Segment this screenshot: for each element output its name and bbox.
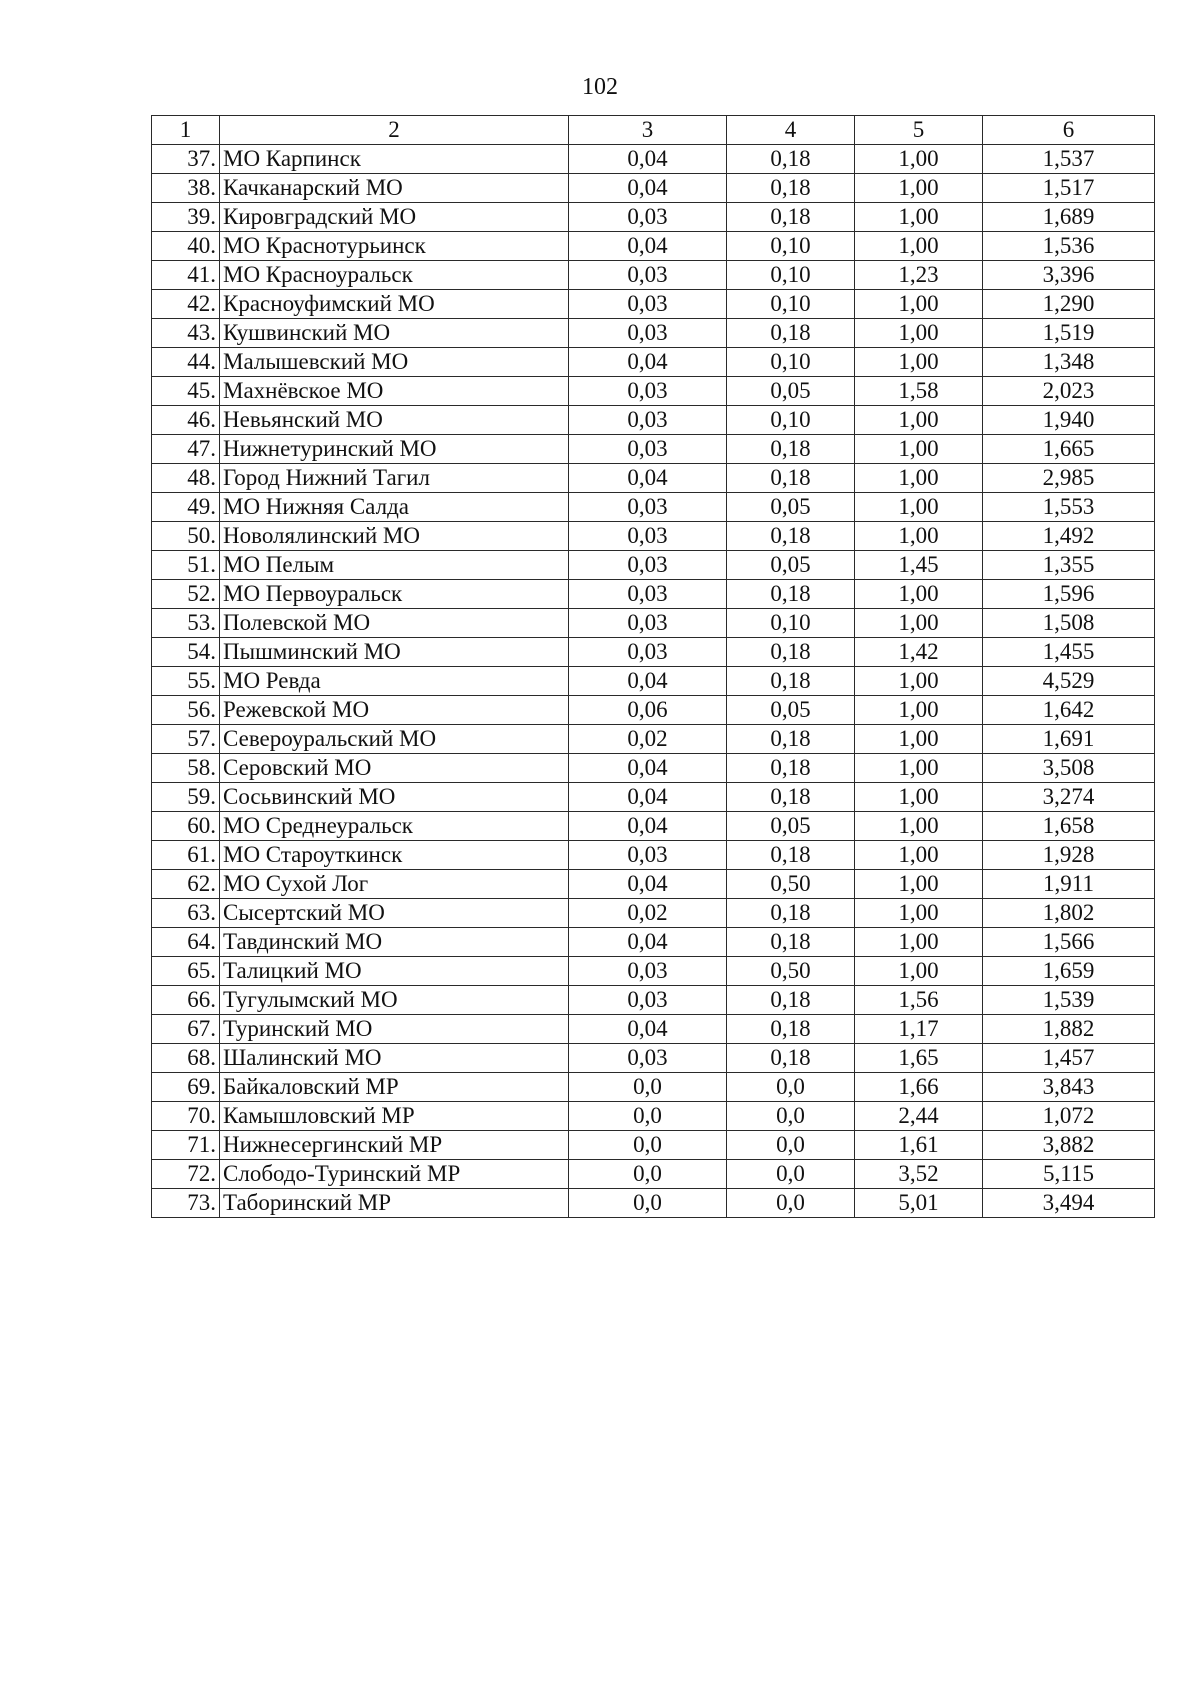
- value-cell: 1,56: [855, 986, 983, 1015]
- municipality-name-cell: Новолялинский МО: [220, 522, 569, 551]
- municipality-name-cell: Слободо-Туринский МР: [220, 1160, 569, 1189]
- value-cell: 2,023: [983, 377, 1155, 406]
- table-row: [152, 957, 1155, 986]
- value-cell: 0,50: [727, 870, 855, 899]
- value-cell: 0,0: [727, 1073, 855, 1102]
- row-number-cell: 67.: [152, 1015, 220, 1044]
- value-cell: 1,00: [855, 145, 983, 174]
- row-number-cell: 49.: [152, 493, 220, 522]
- row-number-cell: 56.: [152, 696, 220, 725]
- value-cell: 1,00: [855, 464, 983, 493]
- value-cell: 0,10: [727, 232, 855, 261]
- value-cell: 1,00: [855, 841, 983, 870]
- value-cell: 1,566: [983, 928, 1155, 957]
- table-row: [152, 696, 1155, 725]
- table-header-row: [152, 116, 1155, 145]
- value-cell: 1,00: [855, 957, 983, 986]
- municipality-name-cell: Серовский МО: [220, 754, 569, 783]
- value-cell: 1,492: [983, 522, 1155, 551]
- table-row: [152, 406, 1155, 435]
- row-number-cell: 62.: [152, 870, 220, 899]
- row-number-cell: 59.: [152, 783, 220, 812]
- value-cell: 0,03: [569, 319, 727, 348]
- value-cell: 0,04: [569, 783, 727, 812]
- value-cell: 1,537: [983, 145, 1155, 174]
- value-cell: 0,03: [569, 986, 727, 1015]
- table-row: [152, 754, 1155, 783]
- value-cell: 0,18: [727, 522, 855, 551]
- row-number-cell: 57.: [152, 725, 220, 754]
- value-cell: 0,0: [569, 1102, 727, 1131]
- value-cell: 0,10: [727, 406, 855, 435]
- value-cell: 0,03: [569, 1044, 727, 1073]
- municipality-name-cell: Тугулымский МО: [220, 986, 569, 1015]
- table-row: [152, 1073, 1155, 1102]
- table-row: [152, 841, 1155, 870]
- value-cell: 1,00: [855, 232, 983, 261]
- value-cell: 0,03: [569, 522, 727, 551]
- table-row: [152, 870, 1155, 899]
- value-cell: 0,18: [727, 145, 855, 174]
- row-number-cell: 54.: [152, 638, 220, 667]
- value-cell: 0,04: [569, 667, 727, 696]
- value-cell: 0,10: [727, 609, 855, 638]
- value-cell: 0,03: [569, 377, 727, 406]
- table-row: [152, 928, 1155, 957]
- value-cell: 1,691: [983, 725, 1155, 754]
- row-number-cell: 42.: [152, 290, 220, 319]
- value-cell: 1,66: [855, 1073, 983, 1102]
- value-cell: 0,04: [569, 754, 727, 783]
- municipality-name-cell: Пышминский МО: [220, 638, 569, 667]
- value-cell: 0,04: [569, 464, 727, 493]
- column-header: 1: [152, 116, 220, 145]
- column-header: 6: [983, 116, 1155, 145]
- value-cell: 0,03: [569, 493, 727, 522]
- value-cell: 1,928: [983, 841, 1155, 870]
- municipality-name-cell: Сосьвинский МО: [220, 783, 569, 812]
- value-cell: 1,42: [855, 638, 983, 667]
- row-number-cell: 48.: [152, 464, 220, 493]
- row-number-cell: 41.: [152, 261, 220, 290]
- value-cell: 0,03: [569, 841, 727, 870]
- municipality-name-cell: Кушвинский МО: [220, 319, 569, 348]
- value-cell: 0,0: [727, 1102, 855, 1131]
- value-cell: 5,115: [983, 1160, 1155, 1189]
- row-number-cell: 46.: [152, 406, 220, 435]
- value-cell: 1,553: [983, 493, 1155, 522]
- row-number-cell: 58.: [152, 754, 220, 783]
- value-cell: 0,04: [569, 1015, 727, 1044]
- value-cell: 0,50: [727, 957, 855, 986]
- municipality-name-cell: Малышевский МО: [220, 348, 569, 377]
- municipality-name-cell: Талицкий МО: [220, 957, 569, 986]
- value-cell: 0,03: [569, 261, 727, 290]
- table-row: [152, 1131, 1155, 1160]
- value-cell: 0,10: [727, 261, 855, 290]
- value-cell: 2,985: [983, 464, 1155, 493]
- table-row: [152, 435, 1155, 464]
- value-cell: 0,03: [569, 580, 727, 609]
- value-cell: 1,00: [855, 348, 983, 377]
- row-number-cell: 68.: [152, 1044, 220, 1073]
- value-cell: 1,17: [855, 1015, 983, 1044]
- value-cell: 0,0: [569, 1189, 727, 1218]
- municipality-name-cell: Североуральский МО: [220, 725, 569, 754]
- value-cell: 0,04: [569, 348, 727, 377]
- row-number-cell: 38.: [152, 174, 220, 203]
- value-cell: 0,18: [727, 986, 855, 1015]
- row-number-cell: 72.: [152, 1160, 220, 1189]
- table-row: [152, 261, 1155, 290]
- value-cell: 2,44: [855, 1102, 983, 1131]
- value-cell: 0,18: [727, 638, 855, 667]
- value-cell: 0,05: [727, 696, 855, 725]
- value-cell: 1,00: [855, 493, 983, 522]
- municipality-name-cell: Нижнетуринский МО: [220, 435, 569, 464]
- row-number-cell: 40.: [152, 232, 220, 261]
- value-cell: 1,65: [855, 1044, 983, 1073]
- value-cell: 0,18: [727, 464, 855, 493]
- value-cell: 0,04: [569, 232, 727, 261]
- table-row: [152, 725, 1155, 754]
- column-header: 3: [569, 116, 727, 145]
- column-header: 5: [855, 116, 983, 145]
- value-cell: 0,18: [727, 319, 855, 348]
- value-cell: 1,45: [855, 551, 983, 580]
- value-cell: 0,04: [569, 870, 727, 899]
- value-cell: 0,18: [727, 667, 855, 696]
- value-cell: 0,0: [569, 1160, 727, 1189]
- value-cell: 1,519: [983, 319, 1155, 348]
- value-cell: 1,00: [855, 812, 983, 841]
- value-cell: 0,0: [727, 1189, 855, 1218]
- row-number-cell: 64.: [152, 928, 220, 957]
- value-cell: 5,01: [855, 1189, 983, 1218]
- value-cell: 1,58: [855, 377, 983, 406]
- value-cell: 0,02: [569, 725, 727, 754]
- value-cell: 1,882: [983, 1015, 1155, 1044]
- value-cell: 0,18: [727, 725, 855, 754]
- municipality-name-cell: Невьянский МО: [220, 406, 569, 435]
- value-cell: 1,61: [855, 1131, 983, 1160]
- municipality-name-cell: Режевской МО: [220, 696, 569, 725]
- municipality-name-cell: МО Краснотурьинск: [220, 232, 569, 261]
- table-row: [152, 1189, 1155, 1218]
- municipality-name-cell: Таборинский МР: [220, 1189, 569, 1218]
- value-cell: 1,00: [855, 203, 983, 232]
- table-row: [152, 174, 1155, 203]
- value-cell: 1,596: [983, 580, 1155, 609]
- municipality-name-cell: МО Среднеуральск: [220, 812, 569, 841]
- value-cell: 3,508: [983, 754, 1155, 783]
- value-cell: 1,00: [855, 783, 983, 812]
- municipality-name-cell: МО Карпинск: [220, 145, 569, 174]
- row-number-cell: 39.: [152, 203, 220, 232]
- value-cell: 1,348: [983, 348, 1155, 377]
- row-number-cell: 73.: [152, 1189, 220, 1218]
- municipality-name-cell: Сысертский МО: [220, 899, 569, 928]
- table-row: [152, 1102, 1155, 1131]
- table-row: [152, 1044, 1155, 1073]
- value-cell: 0,18: [727, 899, 855, 928]
- municipality-name-cell: Полевской МО: [220, 609, 569, 638]
- table-row: [152, 348, 1155, 377]
- value-cell: 1,00: [855, 609, 983, 638]
- value-cell: 0,03: [569, 551, 727, 580]
- row-number-cell: 51.: [152, 551, 220, 580]
- value-cell: 1,00: [855, 290, 983, 319]
- value-cell: 0,03: [569, 957, 727, 986]
- row-number-cell: 45.: [152, 377, 220, 406]
- table-row: [152, 493, 1155, 522]
- row-number-cell: 66.: [152, 986, 220, 1015]
- value-cell: 1,00: [855, 174, 983, 203]
- value-cell: 1,072: [983, 1102, 1155, 1131]
- value-cell: 0,18: [727, 174, 855, 203]
- table-row: [152, 667, 1155, 696]
- municipality-name-cell: Нижнесергинский МР: [220, 1131, 569, 1160]
- row-number-cell: 70.: [152, 1102, 220, 1131]
- table-row: [152, 290, 1155, 319]
- value-cell: 1,508: [983, 609, 1155, 638]
- municipality-name-cell: Махнёвское МО: [220, 377, 569, 406]
- row-number-cell: 44.: [152, 348, 220, 377]
- value-cell: 1,457: [983, 1044, 1155, 1073]
- municipality-name-cell: Шалинский МО: [220, 1044, 569, 1073]
- municipality-name-cell: Красноуфимский МО: [220, 290, 569, 319]
- data-table: [151, 115, 1155, 1218]
- value-cell: 0,02: [569, 899, 727, 928]
- value-cell: 1,689: [983, 203, 1155, 232]
- value-cell: 0,04: [569, 928, 727, 957]
- value-cell: 0,05: [727, 551, 855, 580]
- value-cell: 0,06: [569, 696, 727, 725]
- table-row: [152, 377, 1155, 406]
- value-cell: 0,18: [727, 580, 855, 609]
- value-cell: 1,00: [855, 754, 983, 783]
- value-cell: 0,0: [569, 1073, 727, 1102]
- value-cell: 3,274: [983, 783, 1155, 812]
- value-cell: 0,04: [569, 174, 727, 203]
- value-cell: 0,03: [569, 435, 727, 464]
- value-cell: 1,00: [855, 319, 983, 348]
- table-row: [152, 899, 1155, 928]
- value-cell: 3,396: [983, 261, 1155, 290]
- table-row: [152, 986, 1155, 1015]
- value-cell: 0,04: [569, 145, 727, 174]
- value-cell: 0,04: [569, 812, 727, 841]
- table-row: [152, 580, 1155, 609]
- row-number-cell: 50.: [152, 522, 220, 551]
- row-number-cell: 63.: [152, 899, 220, 928]
- row-number-cell: 65.: [152, 957, 220, 986]
- row-number-cell: 47.: [152, 435, 220, 464]
- row-number-cell: 69.: [152, 1073, 220, 1102]
- municipality-name-cell: МО Красноуральск: [220, 261, 569, 290]
- value-cell: 1,00: [855, 667, 983, 696]
- value-cell: 0,0: [727, 1131, 855, 1160]
- municipality-name-cell: МО Ревда: [220, 667, 569, 696]
- municipality-name-cell: МО Пелым: [220, 551, 569, 580]
- value-cell: 1,659: [983, 957, 1155, 986]
- value-cell: 0,18: [727, 783, 855, 812]
- value-cell: 1,00: [855, 435, 983, 464]
- value-cell: 0,18: [727, 1015, 855, 1044]
- value-cell: 3,882: [983, 1131, 1155, 1160]
- value-cell: 0,03: [569, 609, 727, 638]
- value-cell: 0,05: [727, 493, 855, 522]
- value-cell: 1,00: [855, 580, 983, 609]
- row-number-cell: 52.: [152, 580, 220, 609]
- table-row: [152, 551, 1155, 580]
- table-row: [152, 145, 1155, 174]
- value-cell: 1,455: [983, 638, 1155, 667]
- value-cell: 1,517: [983, 174, 1155, 203]
- value-cell: 1,642: [983, 696, 1155, 725]
- municipality-name-cell: МО Нижняя Салда: [220, 493, 569, 522]
- value-cell: 1,00: [855, 899, 983, 928]
- municipality-name-cell: Туринский МО: [220, 1015, 569, 1044]
- value-cell: 0,05: [727, 377, 855, 406]
- value-cell: 0,0: [569, 1131, 727, 1160]
- table-row: [152, 638, 1155, 667]
- value-cell: 1,911: [983, 870, 1155, 899]
- municipality-name-cell: Город Нижний Тагил: [220, 464, 569, 493]
- municipality-name-cell: МО Староуткинск: [220, 841, 569, 870]
- table-row: [152, 232, 1155, 261]
- value-cell: 3,494: [983, 1189, 1155, 1218]
- municipality-name-cell: Тавдинский МО: [220, 928, 569, 957]
- page-number: 102: [582, 74, 618, 100]
- row-number-cell: 43.: [152, 319, 220, 348]
- value-cell: 1,00: [855, 696, 983, 725]
- table-row: [152, 319, 1155, 348]
- value-cell: 0,10: [727, 348, 855, 377]
- value-cell: 1,00: [855, 522, 983, 551]
- value-cell: 1,23: [855, 261, 983, 290]
- value-cell: 1,536: [983, 232, 1155, 261]
- value-cell: 0,10: [727, 290, 855, 319]
- value-cell: 0,05: [727, 812, 855, 841]
- table-row: [152, 812, 1155, 841]
- table-row: [152, 464, 1155, 493]
- table-row: [152, 1160, 1155, 1189]
- value-cell: 1,665: [983, 435, 1155, 464]
- value-cell: 1,539: [983, 986, 1155, 1015]
- row-number-cell: 61.: [152, 841, 220, 870]
- row-number-cell: 53.: [152, 609, 220, 638]
- value-cell: 3,52: [855, 1160, 983, 1189]
- value-cell: 0,0: [727, 1160, 855, 1189]
- table-row: [152, 609, 1155, 638]
- municipality-name-cell: Кировградский МО: [220, 203, 569, 232]
- value-cell: 1,940: [983, 406, 1155, 435]
- value-cell: 0,18: [727, 754, 855, 783]
- value-cell: 0,18: [727, 928, 855, 957]
- value-cell: 1,00: [855, 406, 983, 435]
- municipality-name-cell: Байкаловский МР: [220, 1073, 569, 1102]
- row-number-cell: 60.: [152, 812, 220, 841]
- municipality-name-cell: Камышловский МР: [220, 1102, 569, 1131]
- table-row: [152, 1015, 1155, 1044]
- column-header: 2: [220, 116, 569, 145]
- value-cell: 0,18: [727, 435, 855, 464]
- municipality-name-cell: МО Сухой Лог: [220, 870, 569, 899]
- value-cell: 0,18: [727, 841, 855, 870]
- value-cell: 0,18: [727, 203, 855, 232]
- value-cell: 4,529: [983, 667, 1155, 696]
- table-row: [152, 203, 1155, 232]
- row-number-cell: 71.: [152, 1131, 220, 1160]
- column-header: 4: [727, 116, 855, 145]
- value-cell: 1,00: [855, 870, 983, 899]
- row-number-cell: 55.: [152, 667, 220, 696]
- table-row: [152, 522, 1155, 551]
- row-number-cell: 37.: [152, 145, 220, 174]
- value-cell: 0,03: [569, 406, 727, 435]
- value-cell: 0,18: [727, 1044, 855, 1073]
- table-row: [152, 783, 1155, 812]
- value-cell: 1,00: [855, 928, 983, 957]
- municipality-name-cell: Качканарский МО: [220, 174, 569, 203]
- value-cell: 1,00: [855, 725, 983, 754]
- value-cell: 1,658: [983, 812, 1155, 841]
- value-cell: 1,355: [983, 551, 1155, 580]
- value-cell: 1,290: [983, 290, 1155, 319]
- table-body: [152, 145, 1155, 1218]
- value-cell: 1,802: [983, 899, 1155, 928]
- municipality-name-cell: МО Первоуральск: [220, 580, 569, 609]
- value-cell: 0,03: [569, 638, 727, 667]
- value-cell: 0,03: [569, 203, 727, 232]
- value-cell: 3,843: [983, 1073, 1155, 1102]
- value-cell: 0,03: [569, 290, 727, 319]
